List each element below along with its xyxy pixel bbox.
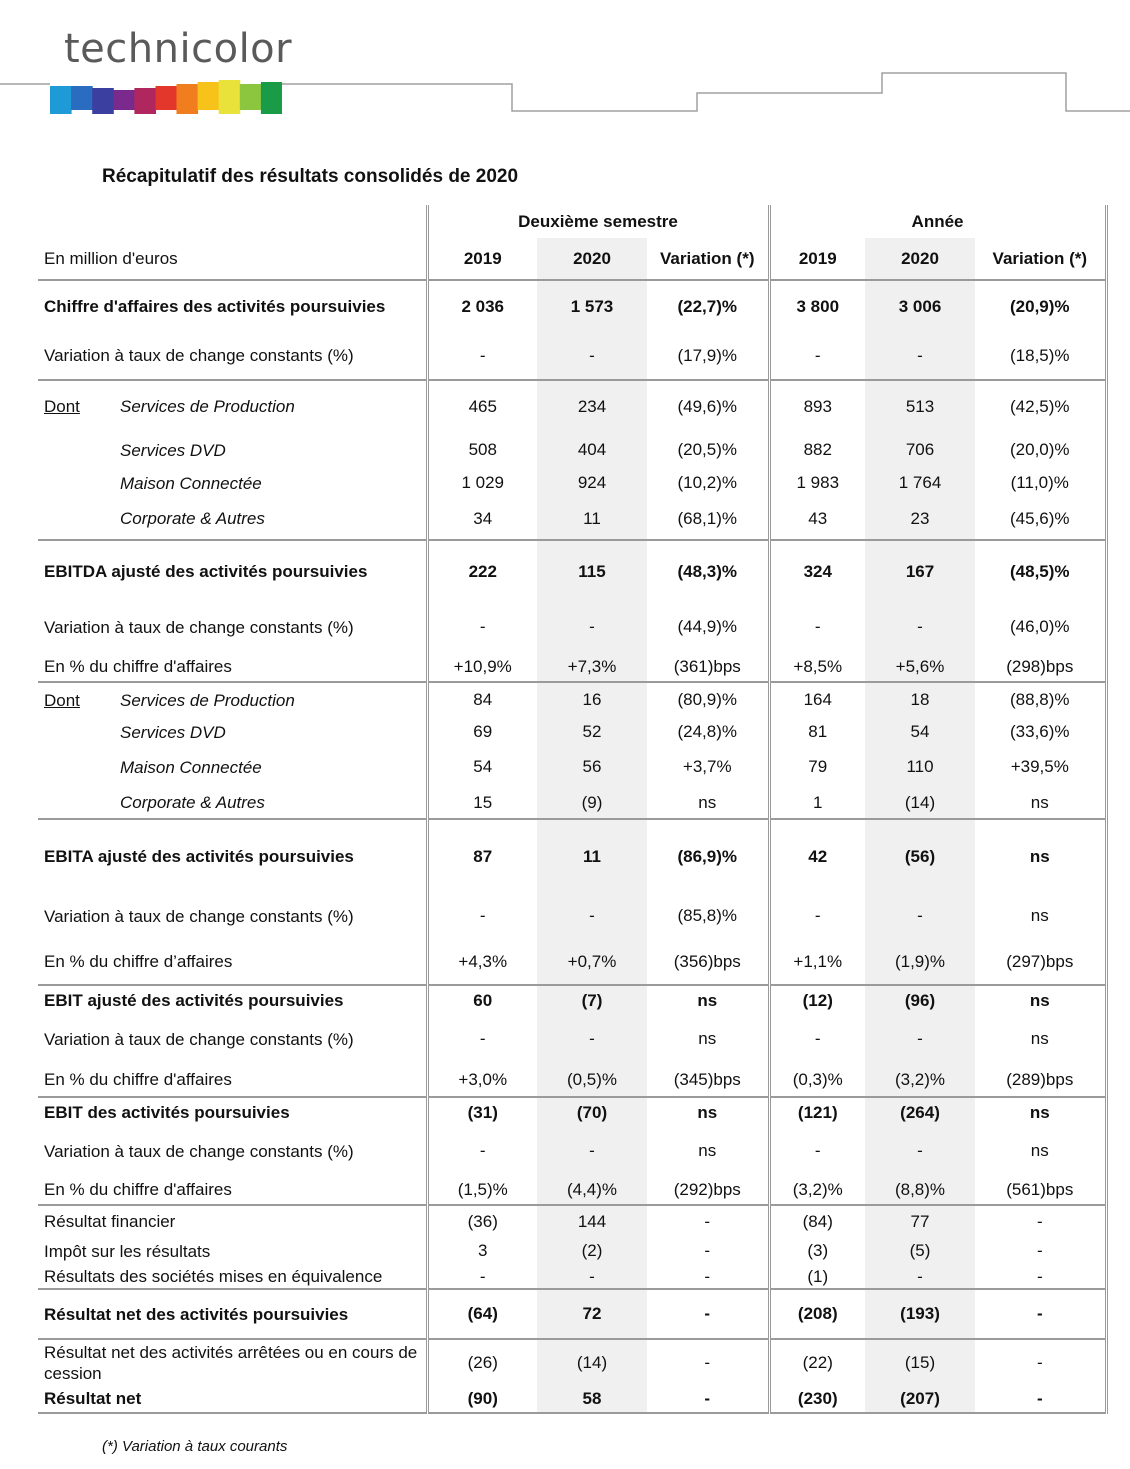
col-year-2019: 2019 <box>769 238 865 280</box>
cell-h2-variation: ns <box>698 1029 717 1048</box>
cell-year-variation: (297)bps <box>975 939 1106 985</box>
cell-year-2019: (1) <box>769 1265 865 1289</box>
table-row <box>38 432 1106 468</box>
header-col-row <box>38 238 1106 280</box>
cell-h2-2019: +10,9% <box>427 652 537 682</box>
cell-h2-variation: - <box>647 1265 769 1289</box>
table-row <box>38 280 1106 332</box>
cell-year-2019: 164 <box>769 682 865 717</box>
col-h2-2020: 2020 <box>537 238 647 280</box>
cell-h2-2019: 508 <box>427 432 537 468</box>
cell-h2-2020: 11 <box>537 819 647 893</box>
cell-h2-variation: (80,9)% <box>677 690 738 709</box>
cell-h2-variation: - <box>647 1289 769 1339</box>
cell-h2-2019: +3,0% <box>427 1063 537 1097</box>
row-label-cell <box>38 280 427 332</box>
row-label: Résultat net <box>44 1389 142 1408</box>
row-label: Résultats des sociétés mises en équivalence <box>44 1267 383 1286</box>
table-row <box>38 1289 1106 1339</box>
cell-h2-2019: 60 <box>427 985 537 1015</box>
row-label: Résultat net des activités arrêtées ou en cours de cession <box>44 1342 418 1383</box>
row-label: Chiffre d'affaires des activités poursuivies <box>44 297 386 316</box>
cell-h2-variation: (345)bps <box>647 1063 769 1097</box>
cell-year-2019: (0,3)% <box>769 1063 865 1097</box>
cell-h2-2020: 234 <box>537 380 647 432</box>
cell-h2-2019: 34 <box>427 498 537 540</box>
cell-h2-2019: - <box>427 1015 537 1063</box>
cell-h2-2020: (14) <box>537 1339 647 1385</box>
cell-year-variation: (88,8)% <box>975 682 1106 717</box>
row-label: Résultat net des activités poursuivies <box>44 1304 349 1324</box>
cell-h2-variation: (20,5)% <box>677 440 738 459</box>
cell-h2-variation: (356)bps <box>647 939 769 985</box>
table-row <box>38 1339 1106 1385</box>
cell-h2-variation: (17,9)% <box>647 332 769 380</box>
cell-h2-variation: (49,6)% <box>677 396 738 416</box>
table-row <box>38 893 1106 939</box>
cell-year-2019: 43 <box>769 498 865 540</box>
cell-year-2019: +8,5% <box>769 652 865 682</box>
cell-year-2020: 513 <box>865 380 975 432</box>
cell-h2-2019: (26) <box>427 1339 537 1385</box>
cell-h2-2020: (0,5)% <box>537 1063 647 1097</box>
col-year-variation: Variation (*) <box>975 238 1106 280</box>
header-step-line <box>0 0 1130 120</box>
row-label: Services DVD <box>120 440 226 460</box>
cell-year-variation: - <box>975 1289 1106 1339</box>
cell-h2-variation: ns <box>697 1102 718 1122</box>
cell-year-2019: - <box>769 893 865 939</box>
cell-year-2020: (264) <box>865 1097 975 1127</box>
row-label: Corporate & Autres <box>120 793 265 812</box>
table-row <box>38 468 1106 498</box>
cell-year-variation: - <box>975 1265 1106 1289</box>
table-row <box>38 1063 1106 1097</box>
row-label-cell <box>38 939 427 985</box>
cell-year-variation: ns <box>975 1015 1106 1063</box>
cell-h2-variation: (22,7)% <box>677 296 738 316</box>
row-label-cell <box>38 332 427 380</box>
group-year: Année <box>769 205 1106 238</box>
cell-year-variation: ns <box>975 985 1106 1015</box>
cell-h2-2020: - <box>537 1015 647 1063</box>
cell-year-variation: (45,6)% <box>975 498 1106 540</box>
cell-year-variation: ns <box>975 819 1106 893</box>
cell-h2-variation: (44,9)% <box>677 617 738 636</box>
cell-year-variation: (11,0)% <box>975 468 1106 498</box>
row-label-cell <box>38 1339 427 1385</box>
cell-year-2020: 110 <box>865 747 975 787</box>
cell-year-2020: (8,8)% <box>865 1175 975 1205</box>
cell-year-variation: ns <box>975 1097 1106 1127</box>
cell-h2-2020: 144 <box>537 1205 647 1237</box>
cell-h2-2020: - <box>537 602 647 652</box>
cell-h2-2020: 52 <box>537 717 647 747</box>
table-row <box>38 1015 1106 1063</box>
cell-year-variation: (48,5)% <box>975 540 1106 602</box>
cell-year-variation: (561)bps <box>975 1175 1106 1205</box>
cell-h2-2020: (7) <box>537 985 647 1015</box>
cell-h2-variation: +3,7% <box>682 757 732 776</box>
row-label-cell <box>38 1097 427 1127</box>
table-row <box>38 1127 1106 1175</box>
dont-prefix: Dont <box>44 397 80 416</box>
cell-h2-2019: 15 <box>427 787 537 819</box>
row-label: Maison Connectée <box>120 473 262 493</box>
table-row <box>38 1175 1106 1205</box>
cell-year-variation: ns <box>975 1127 1106 1175</box>
row-label-cell <box>38 787 427 819</box>
row-label-cell <box>38 652 427 682</box>
cell-h2-2020: 56 <box>537 747 647 787</box>
cell-h2-variation: - <box>704 1241 711 1260</box>
cell-h2-variation: ns <box>697 990 718 1010</box>
table-row <box>38 1237 1106 1265</box>
cell-year-variation: (46,0)% <box>975 602 1106 652</box>
cell-year-2020: - <box>865 893 975 939</box>
cell-h2-2019: +4,3% <box>427 939 537 985</box>
cell-year-2020: 167 <box>865 540 975 602</box>
row-label-cell <box>38 498 427 540</box>
cell-h2-2020: (9) <box>537 787 647 819</box>
row-label: Corporate & Autres <box>120 509 265 528</box>
cell-h2-2020: 11 <box>537 498 647 540</box>
cell-year-variation: +39,5% <box>975 747 1106 787</box>
row-label-cell <box>38 819 427 893</box>
cell-year-2020: - <box>865 602 975 652</box>
col-h2-variation: Variation (*) <box>647 238 769 280</box>
cell-year-2019: 79 <box>769 747 865 787</box>
table-row <box>38 498 1106 540</box>
row-label: En % du chiffre d'affaires <box>44 1070 232 1089</box>
cell-h2-2019: - <box>427 332 537 380</box>
cell-h2-2020: 404 <box>537 432 647 468</box>
cell-h2-variation: ns <box>698 1141 717 1160</box>
row-label: Variation à taux de change constants (%) <box>44 1029 354 1049</box>
cell-year-variation: ns <box>975 787 1106 819</box>
cell-h2-2019: (1,5)% <box>427 1175 537 1205</box>
cell-year-variation: (20,9)% <box>975 280 1106 332</box>
cell-h2-2019: (64) <box>427 1289 537 1339</box>
cell-year-variation: (42,5)% <box>975 380 1106 432</box>
unit-label: En million d'euros <box>38 238 427 280</box>
cell-year-variation: - <box>975 1339 1106 1385</box>
dont-prefix: Dont <box>44 690 80 710</box>
row-label-cell <box>38 985 427 1015</box>
row-label: Services de Production <box>120 690 295 710</box>
cell-h2-2020: (2) <box>537 1237 647 1265</box>
cell-year-variation: - <box>975 1385 1106 1413</box>
cell-year-2019: (121) <box>769 1097 865 1127</box>
cell-h2-variation: (292)bps <box>647 1175 769 1205</box>
table-row <box>38 332 1106 380</box>
cell-h2-variation: - <box>647 1385 769 1413</box>
cell-year-2020: - <box>865 1265 975 1289</box>
cell-year-2019: (230) <box>769 1385 865 1413</box>
cell-year-2020: - <box>865 1015 975 1063</box>
group-half-year: Deuxième semestre <box>427 205 769 238</box>
cell-year-variation: (289)bps <box>975 1063 1106 1097</box>
row-label-cell <box>38 1015 427 1063</box>
cell-year-variation: (18,5)% <box>975 332 1106 380</box>
cell-year-2019: 81 <box>769 717 865 747</box>
row-label-cell <box>38 1289 427 1339</box>
results-table <box>38 205 1108 1414</box>
table-row <box>38 747 1106 787</box>
cell-h2-2020: 1 573 <box>537 280 647 332</box>
cell-h2-variation: (10,2)% <box>677 473 738 492</box>
cell-year-variation: ns <box>975 893 1106 939</box>
col-year-2020: 2020 <box>865 238 975 280</box>
cell-h2-2019: 222 <box>427 540 537 602</box>
row-label-cell <box>38 893 427 939</box>
row-label: Services de Production <box>120 397 295 416</box>
cell-year-2020: (193) <box>865 1289 975 1339</box>
cell-h2-2019: 465 <box>427 380 537 432</box>
table-row <box>38 1097 1106 1127</box>
row-label: Variation à taux de change constants (%) <box>44 617 354 637</box>
cell-h2-2019: - <box>427 602 537 652</box>
table-row <box>38 602 1106 652</box>
table-row <box>38 540 1106 602</box>
cell-year-2019: 1 983 <box>769 468 865 498</box>
table-row <box>38 380 1106 432</box>
cell-year-2019: (22) <box>769 1339 865 1385</box>
table-row <box>38 787 1106 819</box>
cell-h2-2019: 2 036 <box>427 280 537 332</box>
cell-h2-2020: +0,7% <box>537 939 647 985</box>
row-label-cell <box>38 747 427 787</box>
cell-h2-variation: - <box>704 1211 711 1231</box>
cell-year-2020: (96) <box>865 985 975 1015</box>
cell-year-2020: - <box>865 1127 975 1175</box>
cell-h2-variation: (24,8)% <box>677 722 738 741</box>
cell-year-variation: - <box>975 1237 1106 1265</box>
row-label-cell <box>38 432 427 468</box>
cell-year-2020: 54 <box>865 717 975 747</box>
table-row <box>38 1265 1106 1289</box>
header-group-row <box>38 205 1106 238</box>
row-label-cell <box>38 540 427 602</box>
cell-h2-variation: ns <box>647 787 769 819</box>
cell-year-2019: (12) <box>769 985 865 1015</box>
table-row <box>38 819 1106 893</box>
cell-h2-2019: - <box>427 1265 537 1289</box>
cell-year-2019: (208) <box>769 1289 865 1339</box>
row-label-cell <box>38 1385 427 1413</box>
table-row <box>38 985 1106 1015</box>
row-label-cell <box>38 717 427 747</box>
row-label: Variation à taux de change constants (%) <box>44 346 354 365</box>
cell-h2-2019: (36) <box>427 1205 537 1237</box>
cell-year-variation: (20,0)% <box>975 432 1106 468</box>
cell-year-2019: 1 <box>769 787 865 819</box>
cell-year-2019: (84) <box>769 1205 865 1237</box>
cell-year-2020: (207) <box>865 1385 975 1413</box>
cell-year-2020: 3 006 <box>865 280 975 332</box>
cell-year-2019: (3) <box>769 1237 865 1265</box>
row-label-cell <box>38 682 427 717</box>
cell-year-2019: - <box>769 1015 865 1063</box>
row-label: En % du chiffre d'affaires <box>44 1180 232 1199</box>
cell-year-variation: (33,6)% <box>975 717 1106 747</box>
cell-year-2019: 882 <box>769 432 865 468</box>
cell-year-2020: 23 <box>865 498 975 540</box>
cell-h2-variation: (86,9)% <box>677 846 738 866</box>
cell-year-2020: (15) <box>865 1339 975 1385</box>
cell-year-2020: 77 <box>865 1205 975 1237</box>
logo-wordmark: technicolor <box>64 26 293 72</box>
cell-year-2020: 18 <box>865 682 975 717</box>
cell-year-2019: 3 800 <box>769 280 865 332</box>
cell-year-2020: +5,6% <box>865 652 975 682</box>
cell-year-2020: (56) <box>865 819 975 893</box>
cell-h2-2020: - <box>537 893 647 939</box>
cell-year-variation: (298)bps <box>975 652 1106 682</box>
row-label: En % du chiffre d'affaires <box>44 657 232 676</box>
row-label: Services DVD <box>120 722 226 742</box>
cell-year-2019: 42 <box>769 819 865 893</box>
cell-year-2019: - <box>769 332 865 380</box>
row-label: Résultat financier <box>44 1212 176 1231</box>
row-label: EBITA ajusté des activités poursuivies <box>44 847 354 866</box>
cell-h2-2019: 54 <box>427 747 537 787</box>
row-label-cell <box>38 1205 427 1237</box>
row-label-cell <box>38 1237 427 1265</box>
cell-h2-variation: (85,8)% <box>677 906 738 925</box>
cell-year-2019: (3,2)% <box>769 1175 865 1205</box>
cell-h2-2019: 87 <box>427 819 537 893</box>
cell-year-2019: - <box>769 602 865 652</box>
cell-h2-2020: 16 <box>537 682 647 717</box>
cell-year-variation: - <box>975 1205 1106 1237</box>
row-label: EBITDA ajusté des activités poursuivies <box>44 562 368 581</box>
row-label: Variation à taux de change constants (%) <box>44 906 354 926</box>
row-label: Maison Connectée <box>120 757 262 777</box>
cell-h2-2019: 69 <box>427 717 537 747</box>
cell-h2-variation: - <box>704 1352 711 1372</box>
cell-year-2020: (14) <box>865 787 975 819</box>
cell-year-2020: (1,9)% <box>865 939 975 985</box>
row-label-cell <box>38 1127 427 1175</box>
cell-h2-2020: 58 <box>537 1385 647 1413</box>
cell-h2-2020: 115 <box>537 540 647 602</box>
cell-year-2020: - <box>865 332 975 380</box>
cell-year-2020: 1 764 <box>865 468 975 498</box>
table-row <box>38 717 1106 747</box>
cell-h2-2020: - <box>537 332 647 380</box>
table-row <box>38 1205 1106 1237</box>
table-row <box>38 1385 1106 1413</box>
cell-year-2020: (3,2)% <box>865 1063 975 1097</box>
cell-h2-2019: (31) <box>427 1097 537 1127</box>
row-label-cell <box>38 1063 427 1097</box>
cell-h2-2019: - <box>427 1127 537 1175</box>
row-label-cell <box>38 1265 427 1289</box>
cell-h2-2019: - <box>427 893 537 939</box>
cell-year-2019: +1,1% <box>769 939 865 985</box>
cell-h2-2020: (70) <box>537 1097 647 1127</box>
cell-year-2020: (5) <box>865 1237 975 1265</box>
cell-h2-2020: 72 <box>537 1289 647 1339</box>
table-row <box>38 652 1106 682</box>
cell-year-2019: 324 <box>769 540 865 602</box>
cell-year-2020: 706 <box>865 432 975 468</box>
cell-h2-2020: - <box>537 1127 647 1175</box>
cell-h2-2020: (4,4)% <box>537 1175 647 1205</box>
table-row <box>38 939 1106 985</box>
row-label-cell <box>38 1175 427 1205</box>
cell-year-2019: - <box>769 1127 865 1175</box>
table-row <box>38 682 1106 717</box>
page-title: Récapitulatif des résultats consolidés de 2020 <box>102 166 519 187</box>
row-label: Impôt sur les résultats <box>44 1241 211 1261</box>
row-label: En % du chiffre d’affaires <box>44 952 233 971</box>
cell-h2-variation: (361)bps <box>647 652 769 682</box>
row-label: Variation à taux de change constants (%) <box>44 1141 354 1161</box>
cell-h2-2020: - <box>537 1265 647 1289</box>
cell-h2-2020: +7,3% <box>537 652 647 682</box>
cell-h2-2019: 3 <box>427 1237 537 1265</box>
cell-h2-variation: (68,1)% <box>647 498 769 540</box>
cell-h2-2019: (90) <box>427 1385 537 1413</box>
cell-h2-2020: 924 <box>537 468 647 498</box>
footnote: (*) Variation à taux courants <box>102 1438 288 1455</box>
row-label-cell <box>38 380 427 432</box>
row-label-cell <box>38 468 427 498</box>
cell-h2-2019: 1 029 <box>427 468 537 498</box>
col-h2-2019: 2019 <box>427 238 537 280</box>
cell-h2-variation: (48,3)% <box>677 561 738 581</box>
row-label: EBIT des activités poursuivies <box>44 1103 290 1122</box>
cell-h2-2019: 84 <box>427 682 537 717</box>
cell-year-2019: 893 <box>769 380 865 432</box>
row-label: EBIT ajusté des activités poursuivies <box>44 991 344 1010</box>
row-label-cell <box>38 602 427 652</box>
